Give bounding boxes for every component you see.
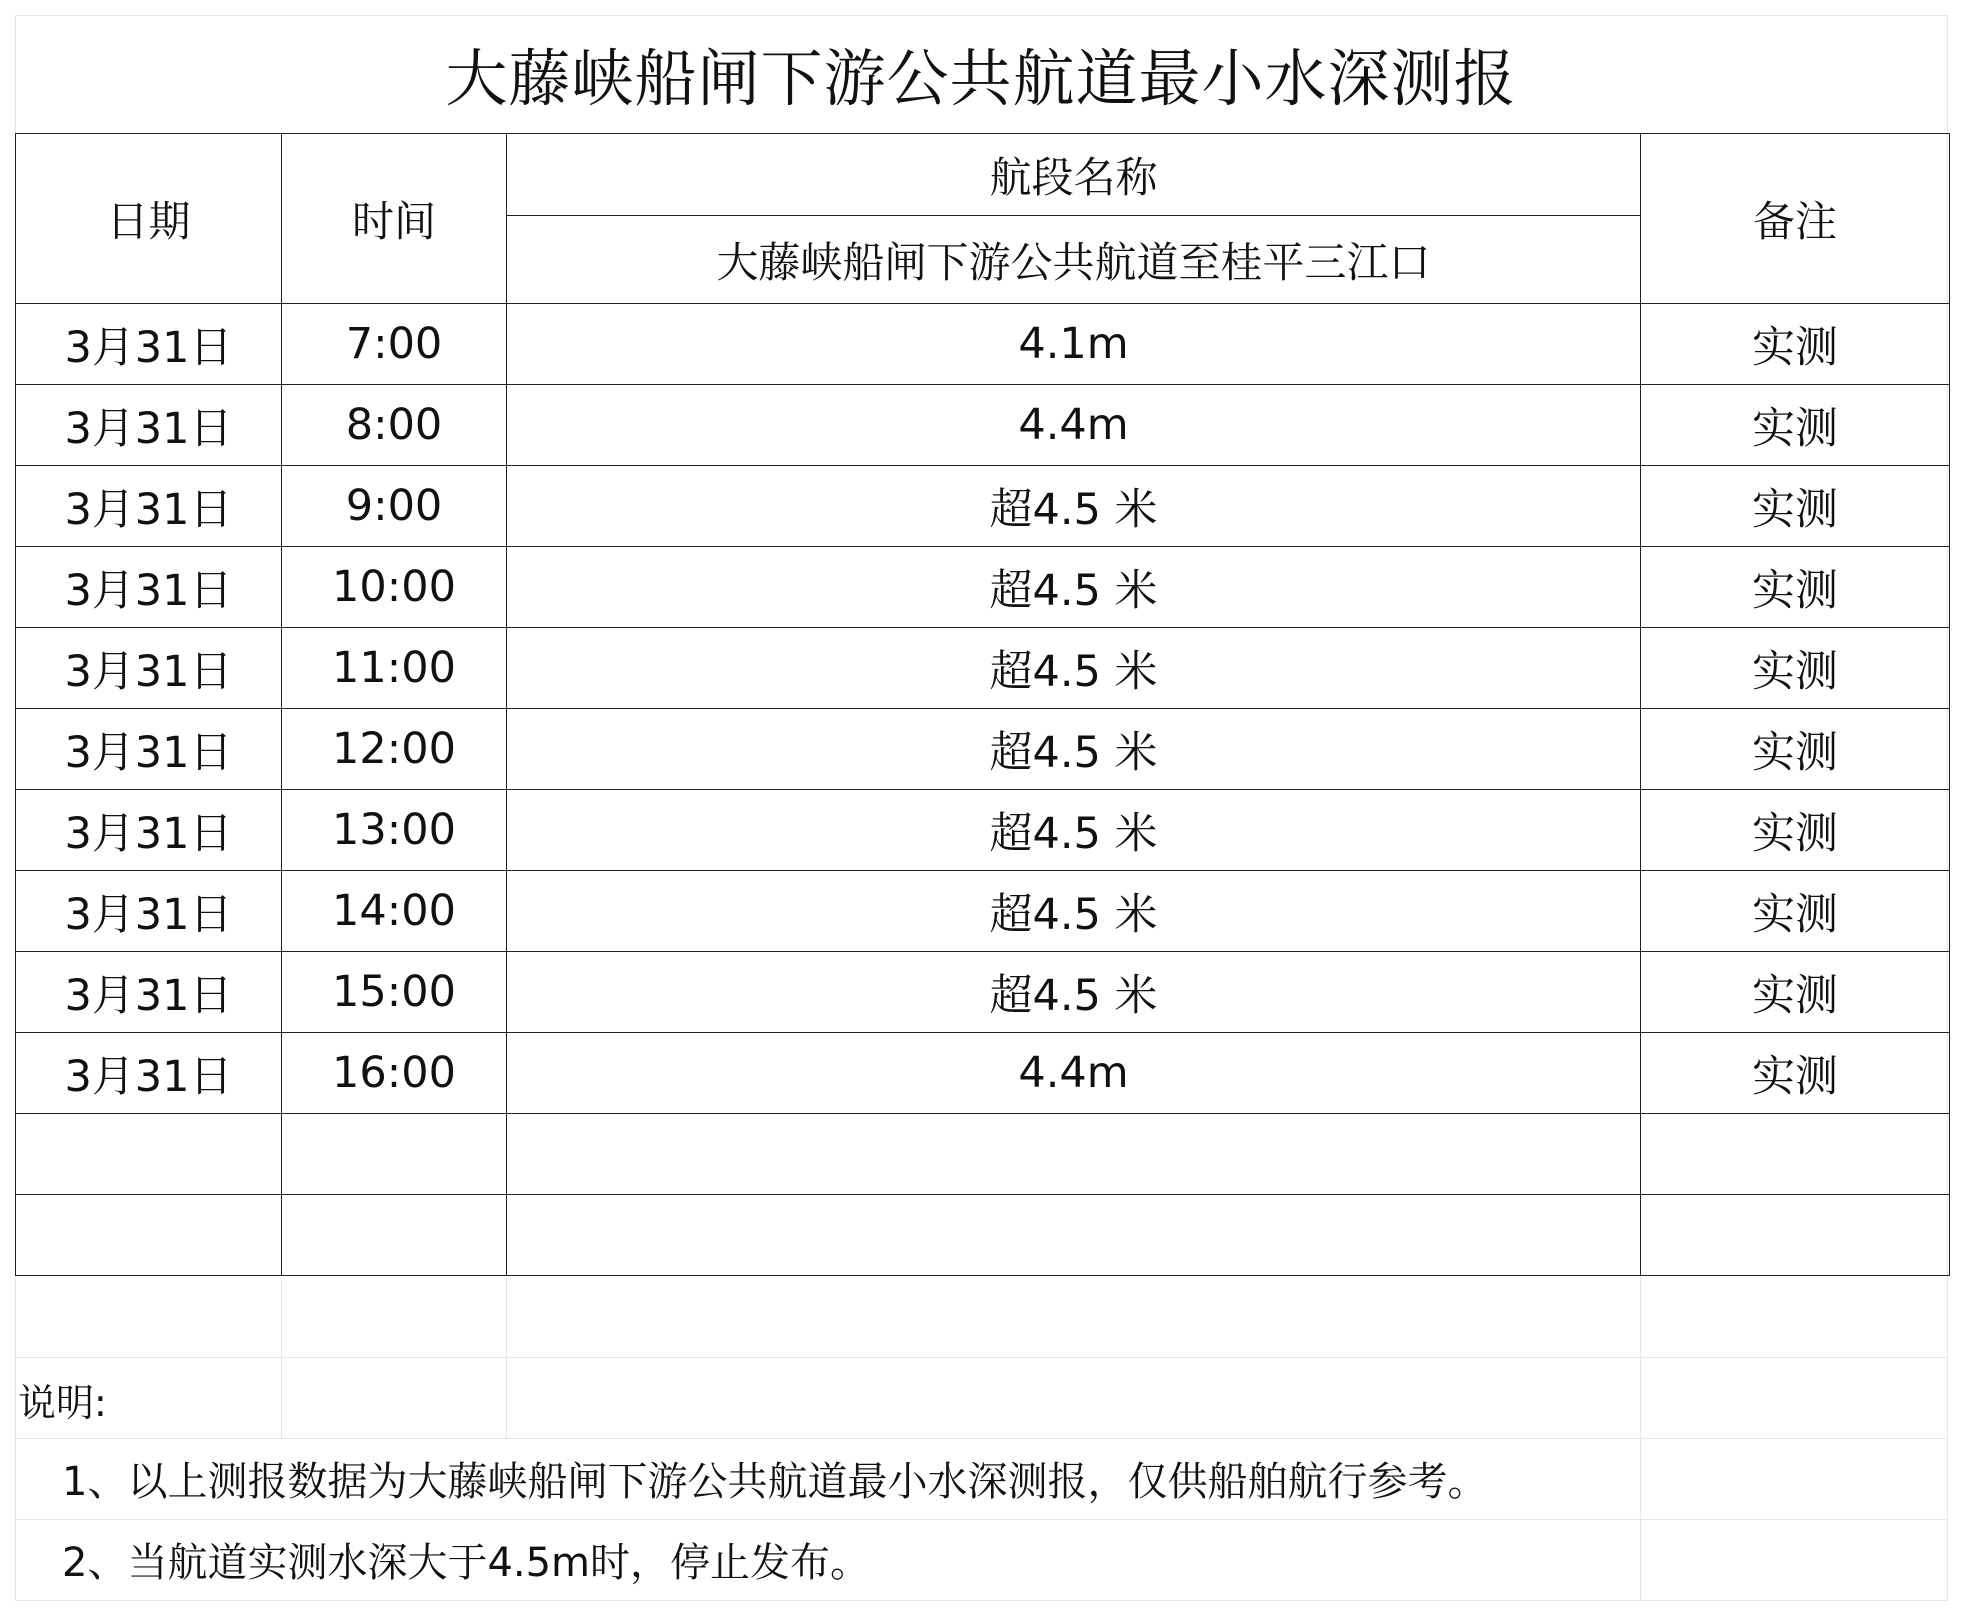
table-row xyxy=(16,871,1950,952)
time-cell: 15:00 xyxy=(282,952,507,1033)
table-row xyxy=(16,466,1950,547)
date-cell: 3月31日 xyxy=(16,304,282,385)
header-segment-group: 航段名称 xyxy=(507,134,1641,216)
depth-cell: 4.4m xyxy=(507,385,1641,466)
time-cell: 9:00 xyxy=(282,466,507,547)
date-cell: 3月31日 xyxy=(16,790,282,871)
table-row xyxy=(16,790,1950,871)
time-cell xyxy=(282,1195,507,1276)
remark-cell: 实测 xyxy=(1641,385,1950,466)
remark-cell: 实测 xyxy=(1641,871,1950,952)
table-row xyxy=(16,1033,1950,1114)
header-remark: 备注 xyxy=(1641,134,1950,304)
note-line-1: 1、以上测报数据为大藤峡船闸下游公共航道最小水深测报，仅供船舶航行参考。 xyxy=(62,1458,1488,1505)
remark-cell: 实测 xyxy=(1641,304,1950,385)
time-cell: 11:00 xyxy=(282,628,507,709)
remark-cell: 实测 xyxy=(1641,466,1950,547)
depth-cell: 超4.5 米 xyxy=(507,466,1641,547)
sheet-gridline xyxy=(15,1600,1947,1601)
time-cell: 16:00 xyxy=(282,1033,507,1114)
depth-cell: 超4.5 米 xyxy=(507,790,1641,871)
date-cell: 3月31日 xyxy=(16,547,282,628)
time-cell: 7:00 xyxy=(282,304,507,385)
table-row xyxy=(16,628,1950,709)
depth-cell: 4.1m xyxy=(507,304,1641,385)
remark-cell xyxy=(1641,1114,1950,1195)
time-cell: 10:00 xyxy=(282,547,507,628)
depth-cell: 超4.5 米 xyxy=(507,547,1641,628)
remark-cell: 实测 xyxy=(1641,709,1950,790)
report-title: 大藤峡船闸下游公共航道最小水深测报 xyxy=(445,42,1517,115)
note-line-2: 2、当航道实测水深大于4.5m时，停止发布。 xyxy=(62,1539,871,1586)
date-cell xyxy=(16,1195,282,1276)
table-row xyxy=(16,547,1950,628)
header-time: 时间 xyxy=(282,134,507,304)
time-cell: 13:00 xyxy=(282,790,507,871)
date-cell xyxy=(16,1114,282,1195)
remark-cell: 实测 xyxy=(1641,790,1950,871)
remark-cell: 实测 xyxy=(1641,547,1950,628)
time-cell: 14:00 xyxy=(282,871,507,952)
depth-cell: 超4.5 米 xyxy=(507,952,1641,1033)
date-cell: 3月31日 xyxy=(16,385,282,466)
remark-cell: 实测 xyxy=(1641,1033,1950,1114)
date-cell: 3月31日 xyxy=(16,1033,282,1114)
date-cell: 3月31日 xyxy=(16,628,282,709)
depth-cell: 超4.5 米 xyxy=(507,871,1641,952)
remark-cell xyxy=(1641,1195,1950,1276)
table-row xyxy=(16,1195,1950,1276)
header-date: 日期 xyxy=(16,134,282,304)
remark-cell: 实测 xyxy=(1641,628,1950,709)
date-cell: 3月31日 xyxy=(16,466,282,547)
sheet-gridline xyxy=(281,1276,282,1438)
time-cell: 12:00 xyxy=(282,709,507,790)
sheet-gridline xyxy=(506,1276,507,1438)
table-row xyxy=(16,1114,1950,1195)
table-row xyxy=(16,952,1950,1033)
table-row xyxy=(16,304,1950,385)
depth-cell: 4.4m xyxy=(507,1033,1641,1114)
remark-cell: 实测 xyxy=(1641,952,1950,1033)
table-row xyxy=(16,709,1950,790)
depth-report-table xyxy=(15,133,1950,1276)
depth-cell: 超4.5 米 xyxy=(507,628,1641,709)
depth-cell xyxy=(507,1114,1641,1195)
header-row xyxy=(16,134,1950,216)
sheet-gridline xyxy=(15,1357,1947,1358)
date-cell: 3月31日 xyxy=(16,871,282,952)
date-cell: 3月31日 xyxy=(16,709,282,790)
table-row xyxy=(16,385,1950,466)
sheet-gridline xyxy=(1640,1276,1641,1600)
header-segment-name: 大藤峡船闸下游公共航道至桂平三江口 xyxy=(507,216,1641,304)
time-cell xyxy=(282,1114,507,1195)
date-cell: 3月31日 xyxy=(16,952,282,1033)
notes-label: 说明: xyxy=(18,1380,107,1425)
depth-cell xyxy=(507,1195,1641,1276)
time-cell: 8:00 xyxy=(282,385,507,466)
depth-cell: 超4.5 米 xyxy=(507,709,1641,790)
